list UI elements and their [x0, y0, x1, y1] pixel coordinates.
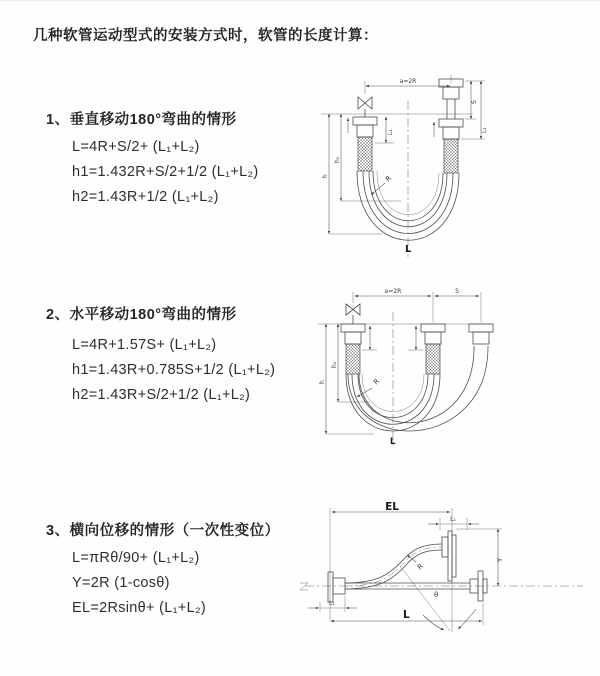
dimension-h: [322, 114, 383, 234]
dim-label-a2r: a=2R: [399, 78, 417, 85]
left-flange: [328, 572, 345, 602]
dim-label-l1-left: L₁: [387, 129, 394, 135]
dim-label-h: h: [322, 174, 329, 178]
dim-label-l: L: [403, 609, 410, 621]
section-1-heading: 1、垂直移动180°弯曲的情形: [46, 112, 237, 128]
dimension-l1-left: [375, 117, 394, 143]
dim-label-l1-left: L₁: [329, 600, 335, 607]
dimension-a-2r: [353, 288, 481, 322]
dimension-l: [331, 603, 483, 625]
valve-icon: [346, 304, 360, 324]
dim-label-a2r: a=2R: [384, 288, 402, 295]
small-dims: [362, 326, 423, 350]
dim-label-l1-right: L₁: [481, 127, 488, 133]
section-1-formula-l: L=4R+S/2+ (L₁+L₂): [72, 139, 200, 155]
section-3-formula-l: L=πRθ/90+ (L₁+L₂): [72, 550, 200, 566]
figure-1-diagram: [313, 71, 563, 261]
angle-label: θ: [434, 591, 439, 599]
dim-label-h: h: [319, 380, 326, 384]
dim-label-y: Y: [496, 557, 504, 562]
dimension-l1-top: [428, 516, 479, 530]
middle-hose-end: [421, 324, 445, 374]
displaced-hose: [345, 531, 456, 589]
dim-label-el: EL: [385, 501, 399, 513]
section-2-formula-h1: h1=1.43R+0.785S+1/2 (L₁+L₂): [72, 362, 276, 378]
dimension-a-2r: [365, 75, 451, 94]
section-3-heading: 3、横向位移的情形（一次性变位）: [46, 523, 280, 539]
section-1-formula-h2: h2=1.43R+1/2 (L₁+L₂): [72, 189, 219, 205]
radius-label: R: [372, 377, 382, 387]
radius-callout: [407, 555, 425, 571]
figure-3-diagram: [295, 501, 590, 654]
radius-label: R: [415, 562, 425, 572]
centerlines: [321, 101, 473, 257]
section-3-formula-el: EL=2Rsinθ+ (L₁+L₂): [72, 600, 207, 616]
section-2-formula-l: L=4R+1.57S+ (L₁+L₂): [72, 337, 217, 353]
dim-label-l1-top: L₁: [450, 516, 456, 523]
dimension-s: [461, 81, 488, 139]
right-hose-end: [434, 79, 463, 173]
dim-label-h1: h₁: [334, 156, 341, 163]
figure-2-diagram: [312, 284, 587, 469]
radius-label: R: [384, 174, 394, 184]
page-title: 几种软管运动型式的安装方式时，软管的长度计算：: [33, 28, 378, 44]
dimension-y: [456, 529, 504, 586]
dimension-el: [332, 501, 450, 513]
hose-arcs: [346, 346, 488, 431]
length-label: L: [405, 244, 412, 255]
centerlines: [300, 508, 583, 632]
section-1-formula-h1: h1=1.432R+S/2+1/2 (L₁+L₂): [72, 164, 259, 180]
length-label: L: [390, 437, 396, 447]
dimension-l1-left: [308, 596, 357, 612]
section-3-formula-y: Y=2R (1-cosθ): [72, 575, 170, 591]
section-2-formula-h2: h2=1.43R+S/2+1/2 (L₁+L₂): [72, 387, 251, 403]
section-2-heading: 2、水平移动180°弯曲的情形: [46, 307, 237, 323]
right-hose-end: [469, 324, 493, 344]
dim-label-s: S: [471, 100, 478, 104]
left-hose-end: [341, 324, 365, 374]
dim-label-s: S: [455, 288, 459, 295]
left-hose-end: [348, 117, 377, 171]
dim-label-h2: h₂: [331, 361, 338, 368]
